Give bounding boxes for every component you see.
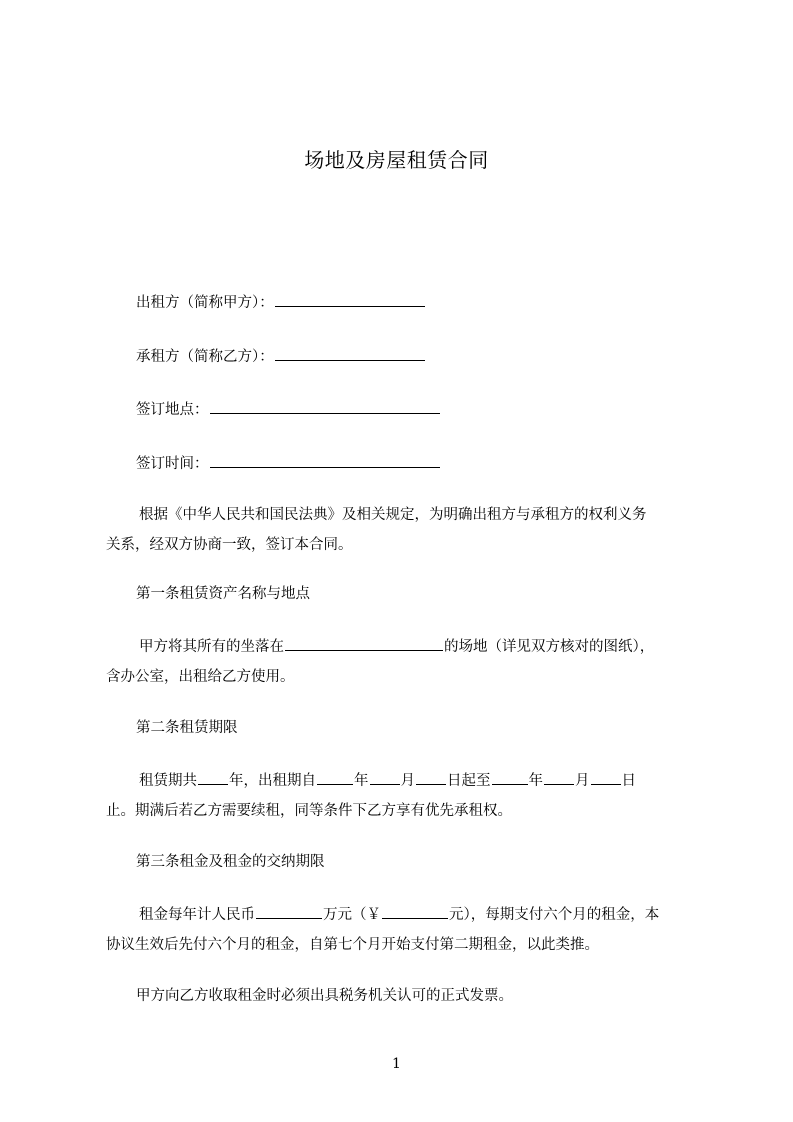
lessor-label: 出租方（简称甲方）：	[136, 295, 274, 311]
article-1-line-2: 含办公室，出租给乙方使用。	[106, 669, 295, 685]
article-1-line-1	[106, 632, 706, 662]
lessee-label: 承租方（简称乙方）：	[136, 349, 274, 365]
intro-line-2: 关系，经双方协商一致，签订本合同。	[106, 537, 353, 553]
signing-place-label: 签订地点：	[136, 402, 209, 418]
signing-place-blank[interactable]	[210, 398, 440, 414]
term-text-4: 月	[400, 773, 415, 789]
lessee-field	[136, 345, 426, 367]
page-number: 1	[392, 1056, 401, 1072]
article-2-paragraph	[106, 766, 706, 826]
rent-amount-yuan-blank[interactable]	[382, 903, 448, 919]
article-2-line-1	[106, 766, 706, 796]
start-day-blank[interactable]	[416, 769, 446, 785]
term-text-6: 年	[528, 773, 543, 789]
term-text-8: 日	[621, 773, 636, 789]
article-2-heading: 第二条租赁期限	[136, 720, 238, 736]
signing-time-field	[136, 452, 441, 474]
start-year-blank[interactable]	[317, 769, 353, 785]
article-3-line-1	[106, 900, 706, 930]
term-text-3: 年	[354, 773, 369, 789]
end-year-blank[interactable]	[492, 769, 528, 785]
signing-time-label: 签订时间：	[136, 456, 209, 472]
term-text-1: 租赁期共	[139, 773, 197, 789]
article-1-heading: 第一条租赁资产名称与地点	[136, 586, 310, 602]
start-month-blank[interactable]	[370, 769, 400, 785]
article-2-line-2: 止。期满后若乙方需要续租，同等条件下乙方享有优先承租权。	[106, 803, 512, 819]
signing-place-field	[136, 398, 441, 420]
lessee-blank[interactable]	[275, 345, 425, 361]
term-years-blank[interactable]	[198, 769, 228, 785]
lessor-blank[interactable]	[275, 291, 425, 307]
intro-paragraph	[106, 500, 706, 560]
article-3-line-2: 协议生效后先付六个月的租金，自第七个月开始支付第二期租金，以此类推。	[106, 937, 599, 953]
article-1-paragraph	[106, 632, 706, 692]
article-1-text-b: 的场地（详见双方核对的图纸），	[444, 639, 655, 655]
location-blank[interactable]	[285, 635, 443, 651]
article-1-text-a: 甲方将其所有的坐落在	[139, 639, 284, 655]
rent-text-1: 租金每年计人民币	[139, 907, 255, 923]
article-3-heading: 第三条租金及租金的交纳期限	[136, 854, 325, 870]
term-text-2: 年，出租期自	[229, 773, 316, 789]
intro-line-1: 根据《中华人民共和国民法典》及相关规定，为明确出租方与承租方的权利义务	[139, 507, 647, 523]
article-3-paragraph	[106, 900, 706, 960]
invoice-clause: 甲方向乙方收取租金时必须出具税务机关认可的正式发票。	[136, 988, 513, 1004]
end-month-blank[interactable]	[544, 769, 574, 785]
page-title: 场地及房屋租赁合同	[304, 148, 489, 172]
rent-text-2: 万元（￥	[323, 907, 381, 923]
signing-time-blank[interactable]	[210, 452, 440, 468]
rent-text-3: 元），每期支付六个月的租金，本	[449, 907, 660, 923]
term-text-5: 日起至	[447, 773, 491, 789]
lessor-field	[136, 291, 426, 313]
end-day-blank[interactable]	[591, 769, 621, 785]
rent-amount-wan-blank[interactable]	[256, 903, 322, 919]
term-text-7: 月	[575, 773, 590, 789]
